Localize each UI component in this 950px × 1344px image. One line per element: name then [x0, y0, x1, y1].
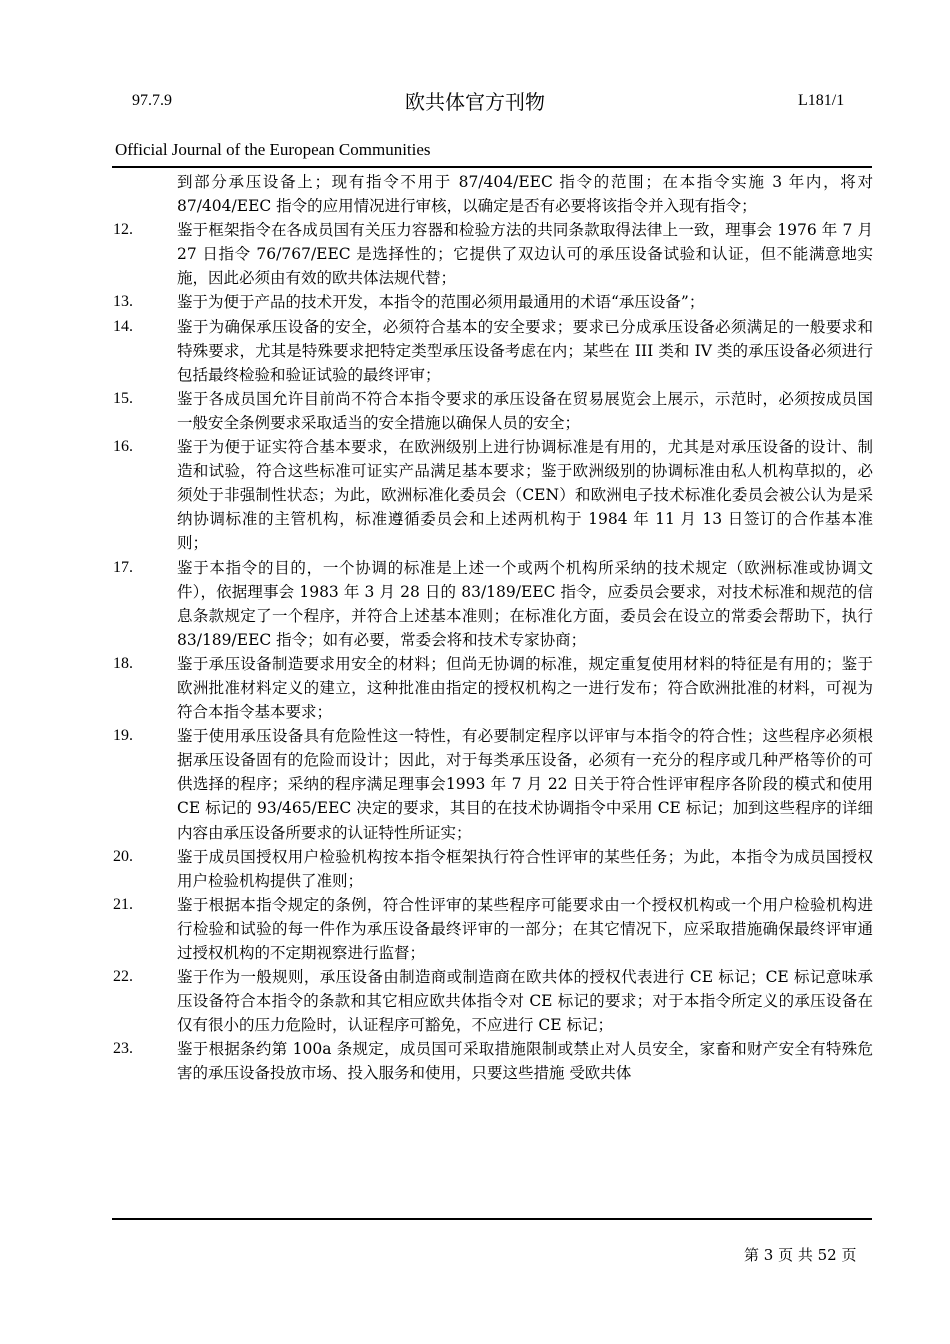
paragraph-text: 鉴于框架指令在各成员国有关压力容器和检验方法的共同条款取得法律上一致，理事会 1976 年 7 月 27 日指令 76/767/EEC 是选择性的；它提供了双边认可的承压设备试验和认证，但不能满意地实施，因此必须由有效的欧共体法规代替；: [177, 221, 873, 288]
document-body: [113, 170, 873, 1086]
paragraph-19: [113, 724, 873, 844]
paragraph-number: 15.: [113, 389, 133, 407]
paragraph-text: 鉴于承压设备制造要求用安全的材料；但尚无协调的标准，规定重复使用材料的特征是有用的；鉴于欧洲批准材料定义的建立，这种批准由指定的授权机构之一进行发布；符合欧洲批准的材料，可视为符合本指令基本要求；: [177, 654, 873, 722]
paragraph-16: [113, 435, 873, 555]
paragraph-number: 20.: [113, 847, 133, 865]
paragraph-continued: [113, 170, 873, 218]
paragraph-number: 16.: [113, 438, 133, 456]
paragraph-text: 鉴于为确保承压设备的安全，必须符合基本的安全要求；要求已分成承压设备必须满足的一般要求和特殊要求，尤其是特殊要求把特定类型承压设备考虑在内；某些在 III 类和 IV 类的承压设备必须进行包括最终检验和验证试验的最终评审；: [177, 317, 873, 384]
paragraph-text: 鉴于本指令的目的，一个协调的标准是上述一个或两个机构所采纳的技术规定（欧洲标准或协调文件），依据理事会 1983 年 3 月 28 日的 83/189/EEC 指令，应委员会要求，对技术标准和规范的信息条款规定了一个程序，并符合上述基本准则；在标准化方面，委员会在设立的常委会帮助下，执行 83/189/EEC 指令；如有必要，常委会将和技术专家协商；: [177, 558, 873, 649]
paragraph-20: [113, 845, 873, 893]
paragraph-13: [113, 290, 873, 314]
header-divider: [112, 166, 872, 168]
paragraph-number: 13.: [113, 293, 133, 311]
paragraph-15: [113, 387, 873, 435]
paragraph-text: 鉴于为便于证实符合基本要求，在欧洲级别上进行协调标准是有用的，尤其是对承压设备的设计、制造和试验，符合这些标准可证实产品满足基本要求；鉴于欧洲级别的协调标准由私人机构草拟的，必须处于非强制性状态；为此，欧洲标准化委员会（CEN）和欧洲电子技术标准化委员会被公认为是采纳协调标准的主管机构，标准遵循委员会和上述两机构于 1984 年 11 月 13 日签订的合作基本准则；: [177, 438, 873, 553]
paragraph-number: 23.: [113, 1040, 133, 1058]
paragraph-17: [113, 556, 873, 652]
paragraph-number: 17.: [113, 558, 133, 576]
paragraph-number: 19.: [113, 727, 133, 745]
paragraph-18: [113, 652, 873, 724]
paragraph-text: 到部分承压设备上；现有指令不用于 87/404/EEC 指令的范围；在本指令实施 3 年内，将对 87/404/EEC 指令的应用情况进行审核，以确定是否有必要将该指令并入现有指令；: [177, 173, 873, 216]
paragraph-number: 12.: [113, 221, 133, 239]
footer-divider: [112, 1218, 872, 1220]
paragraph-number: 18.: [113, 654, 133, 672]
paragraph-22: [113, 965, 873, 1037]
paragraph-text: 鉴于根据条约第 100a 条规定，成员国可采取措施限制或禁止对人员安全，家畜和财产安全有特殊危害的承压设备投放市场、投入服务和使用，只要这些措施 受欧共体: [177, 1040, 873, 1083]
paragraph-23: [113, 1037, 873, 1085]
paragraph-text: 鉴于根据本指令规定的条例，符合性评审的某些程序可能要求由一个授权机构或一个用户检验机构进行检验和试验的每一件作为承压设备最终评审的一部分；在其它情况下，应采取措施确保最终评审通过授权机构的不定期视察进行监督；: [177, 895, 873, 962]
page-number: 第 3 页 共 52 页: [744, 1246, 857, 1264]
paragraph-text: 鉴于为便于产品的技术开发，本指令的范围必须用最通用的术语“承压设备”；: [177, 293, 705, 312]
paragraph-14: [113, 315, 873, 387]
paragraph-text: 鉴于成员国授权用户检验机构按本指令框架执行符合性评审的某些任务；为此，本指令为成员国授权用户检验机构提供了准则；: [177, 847, 873, 890]
paragraph-text: 鉴于作为一般规则，承压设备由制造商或制造商在欧共体的授权代表进行 CE 标记；CE 标记意味承压设备符合本指令的条款和其它相应欧共体指令对 CE 标记的要求；对于本指令所定义的承压设备在仅有很小的压力危险时，认证程序可豁免，不应进行 CE 标记；: [177, 968, 873, 1035]
paragraph-number: 14.: [113, 317, 133, 335]
paragraph-text: 鉴于各成员国允许目前尚不符合本指令要求的承压设备在贸易展览会上展示，示范时，必须按成员国一般安全条例要求采取适当的安全措施以确保人员的安全；: [177, 389, 873, 432]
paragraph-21: [113, 893, 873, 965]
paragraph-number: [113, 170, 177, 218]
paragraph-number: 21.: [113, 895, 133, 913]
paragraph-12: [113, 218, 873, 290]
journal-name: Official Journal of the European Communities: [115, 140, 431, 159]
paragraph-text: 鉴于使用承压设备具有危险性这一特性，有必要制定程序以评审与本指令的符合性；这些程序必须根据承压设备固有的危险而设计；因此，对于每类承压设备，必须有一充分的程序或几种严格等价的可供选择的程序；采纳的程序满足理事会1993 年 7 月 22 日关于符合性评审程序各阶段的模式和使用 CE 标记的 93/465/EEC 决定的要求，其目的在技术协调指令中采用 CE 标记；加到这些程序的详细内容由承压设备所要求的认证特性所证实；: [177, 727, 873, 842]
header-date: 97.7.9: [132, 92, 172, 109]
paragraph-number: 22.: [113, 968, 133, 986]
header-title: 欧共体官方刊物: [405, 90, 545, 114]
header-reference: L181/1: [798, 92, 845, 109]
